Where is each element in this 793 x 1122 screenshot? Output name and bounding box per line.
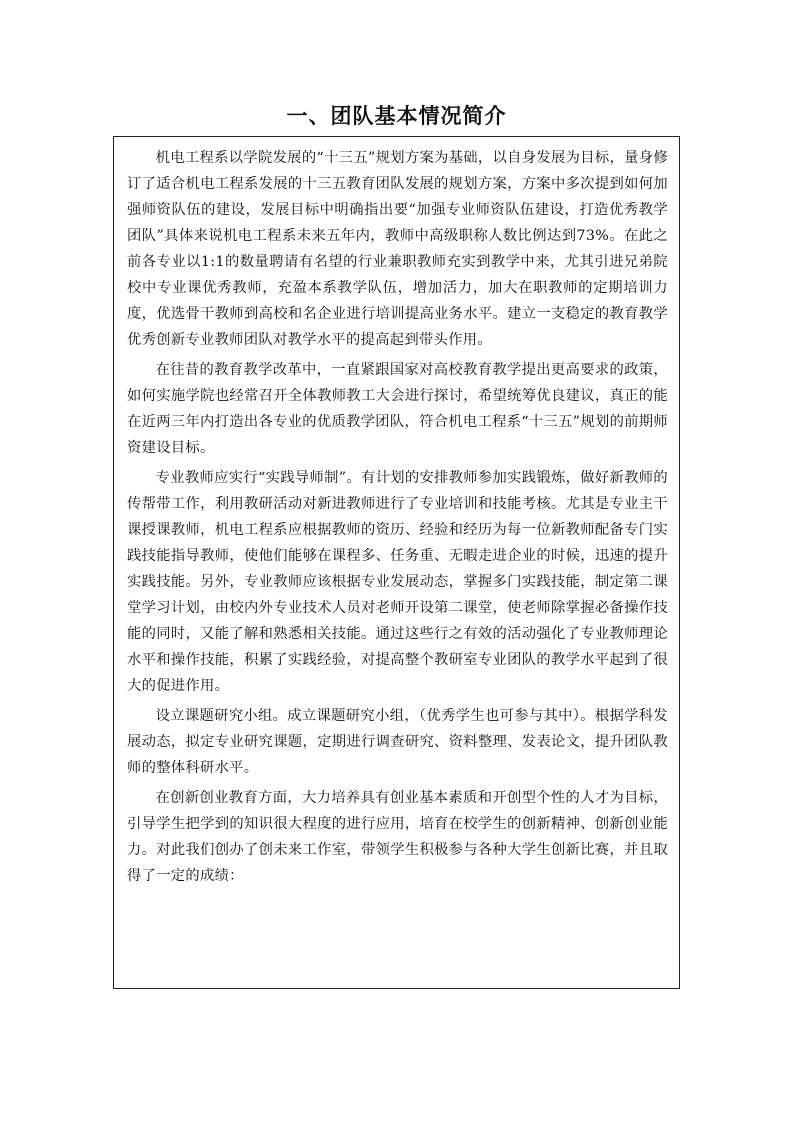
page-title: 一、团队基本情况简介 bbox=[286, 104, 507, 128]
content-box bbox=[113, 136, 680, 989]
paragraph-innovation: 在创新创业教育方面，大力培养具有创业基本素质和开创型个性的人才为目标，引导学生把学到的知识很大程度的进行应用，培育在校学生的创新精神、创新创业能力。对此我们创办了创未来工作室，带领学生积极参与各种大学生创新比赛，并且取得了一定的成绩： bbox=[127, 790, 668, 884]
paragraph-practice-mentor: 专业教师应实行“实践导师制”。有计划的安排教师参加实践锻炼，做好新教师的传帮带工作，利用教研活动对新进教师进行了专业培训和技能考核。尤其是专业主干课授课教师，机电工程系应根据教师的资历、经验和经历为每一位新教师配备专门实践技能指导教师，使他们能够在课程多、任务重、无暇走进企业的时候，迅速的提升实践技能。另外，专业教师应该根据专业发展动态，掌握多门实践技能，制定第二课堂学习计划，由校内外专业技术人员对老师开设第二课堂，使老师除掌握必备操作技能的同时，又能了解和熟悉相关技能。通过这些行之有效的活动强化了专业教师理论水平和操作技能，积累了实践经验，对提高整个教研室专业团队的教学水平起到了很大的促进作用。 bbox=[127, 470, 668, 694]
paragraph-team-plan: 机电工程系以学院发展的“十三五”规划方案为基础，以自身发展为目标，量身修订了适合机电工程系发展的十三五教育团队发展的规划方案，方案中多次提到如何加强师资队伍的建设，发展目标中明确指出要“加强专业师资队伍建设，打造优秀教学团队”具体来说机电工程系未来五年内，教师中高级职称人数比例达到73%。在此之前各专业以1:1的数量聘请有名望的行业兼职教师充实到教学中来，尤其引进兄弟院校中专业课优秀教师，充盈本系教学队伍，增加活力，加大在职教师的定期培训力度，优选骨干教师到高校和名企业进行培训提高业务水平。建立一支稳定的教育教学优秀创新专业教师团队对教学水平的提高起到带头作用。 bbox=[127, 150, 668, 348]
paragraph-teaching-reform: 在往昔的教育教学改革中，一直紧跟国家对高校教育教学提出更高要求的政策，如何实施学院也经常召开全体教师教工大会进行探讨，希望统筹优良建议，真正的能在近两三年内打造出各专业的优质教学团队，符合机电工程系“十三五”规划的前期师资建设目标。 bbox=[127, 362, 668, 456]
paragraph-research-group: 设立课题研究小组。成立课题研究小组，（优秀学生也可参与其中）。根据学科发展动态，拟定专业研究课题，定期进行调查研究、资料整理、发表论文，提升团队教师的整体科研水平。 bbox=[127, 708, 668, 776]
body-text bbox=[127, 145, 668, 893]
